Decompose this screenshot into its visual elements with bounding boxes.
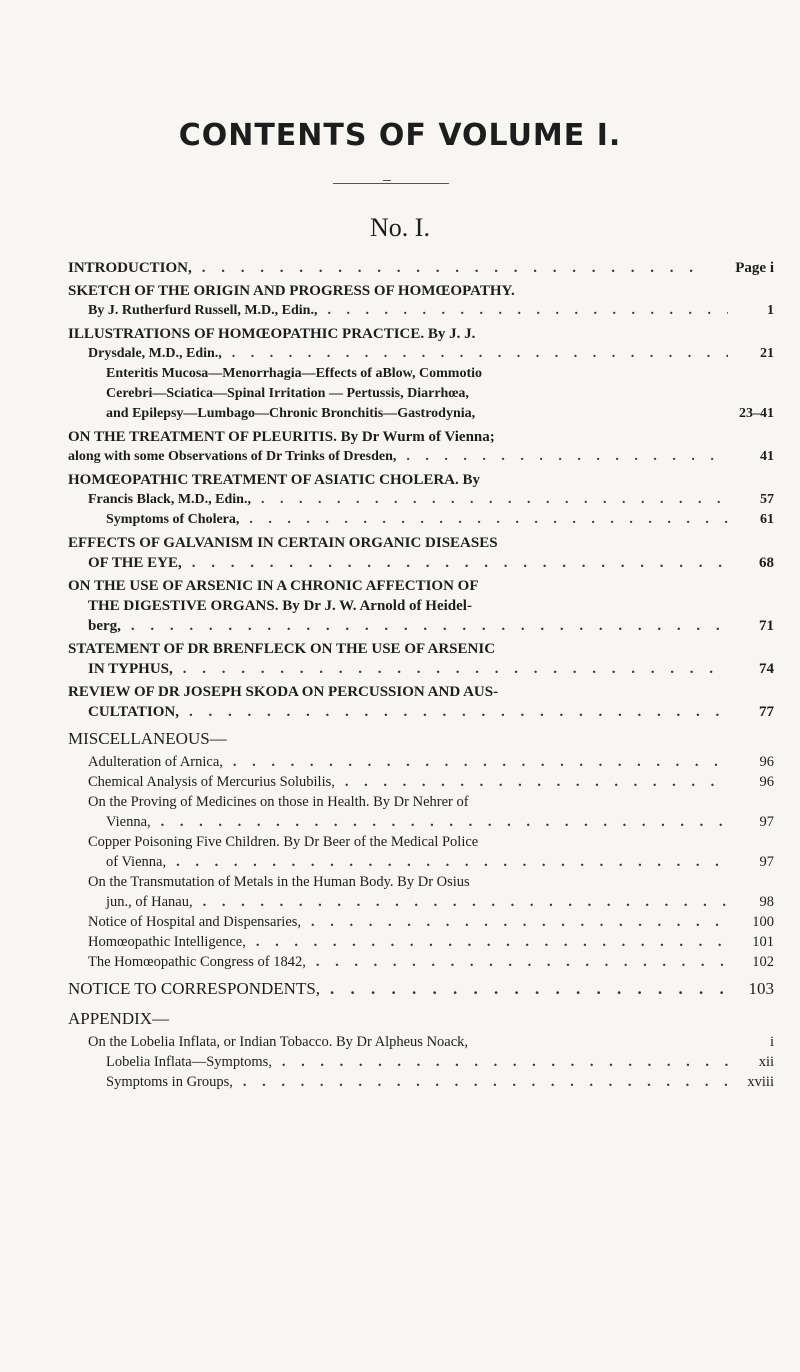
list-item <box>68 1052 774 1072</box>
entry-page: 74 <box>759 661 774 677</box>
entry-page: 97 <box>759 814 774 830</box>
entry-byline: Francis Black, M.D., Edin., <box>88 492 251 507</box>
section-heading: APPENDIX— <box>68 1009 170 1028</box>
entry-page: 61 <box>760 512 774 527</box>
dot-leader <box>306 952 728 972</box>
section-heading-miscellaneous <box>68 726 774 752</box>
miscellaneous-list <box>68 752 774 972</box>
entry-page: 96 <box>759 774 774 790</box>
entry-title: ILLUSTRATIONS OF HOMŒOPATHIC PRACTICE. By J. J. <box>68 326 476 342</box>
dot-leader <box>121 616 728 636</box>
list-item <box>68 772 774 792</box>
toc-entry-pleuritis <box>68 427 774 447</box>
entry-title: Chemical Analysis of Mercurius Solubilis, <box>88 774 335 790</box>
toc-entry-pleuritis-byline <box>68 447 774 467</box>
entry-page: 100 <box>752 914 774 930</box>
entry-page: xii <box>758 1054 774 1070</box>
toc-entry-appendix-lobelia <box>68 1032 774 1052</box>
entry-page: 77 <box>759 704 774 720</box>
list-item <box>68 952 774 972</box>
entry-page: 98 <box>759 894 774 910</box>
entry-page: 97 <box>759 854 774 870</box>
entry-title: SKETCH OF THE ORIGIN AND PROGRESS OF HOMŒOPATHY. <box>68 283 515 299</box>
toc-entry-introduction <box>68 258 774 278</box>
toc-entry-arsenic-cont <box>68 616 774 636</box>
section-heading-appendix <box>68 1006 774 1032</box>
dot-leader <box>179 702 728 722</box>
subentry-text: Symptoms of Cholera, <box>106 512 240 527</box>
toc-entry-cholera-byline <box>68 490 774 510</box>
entry-page: 101 <box>752 934 774 950</box>
dot-leader <box>301 912 728 932</box>
dot-leader <box>222 344 728 364</box>
list-item <box>68 792 774 812</box>
entry-title: CULTATION, <box>88 704 179 720</box>
entry-title: On the Lobelia Inflata, or Indian Tobacco. By Dr Alpheus Noack, <box>88 1034 469 1050</box>
entry-page: Page i <box>735 260 774 276</box>
toc-entry-sketch-byline <box>68 301 774 321</box>
toc-entry-skoda <box>68 682 774 702</box>
entry-title: REVIEW OF DR JOSEPH SKODA ON PERCUSSION AND AUS- <box>68 684 499 700</box>
entry-title: EFFECTS OF GALVANISM IN CERTAIN ORGANIC DISEASES <box>68 535 498 551</box>
entry-title: Vienna, <box>106 814 151 830</box>
entry-title: berg, <box>88 618 121 634</box>
dot-leader <box>233 1072 728 1092</box>
toc-entry-illustrations-byline <box>68 344 774 364</box>
entry-title: OF THE EYE, <box>88 555 182 571</box>
entry-title: HOMŒOPATHIC TREATMENT OF ASIATIC CHOLERA. By <box>68 472 480 488</box>
section-heading: MISCELLANEOUS— <box>68 729 227 748</box>
entry-title: THE DIGESTIVE ORGANS. By Dr J. W. Arnold of Heidel- <box>88 598 472 614</box>
list-item <box>68 812 774 832</box>
toc-subentry <box>68 364 774 384</box>
entry-title: of Vienna, <box>106 854 167 870</box>
entry-title: IN TYPHUS, <box>88 661 173 677</box>
table-of-contents <box>68 258 774 1092</box>
dot-leader <box>251 490 728 510</box>
subentry-text: Enteritis Mucosa—Menorrhagia—Effects of aBlow, Commotio <box>106 366 482 381</box>
entry-page: 103 <box>748 979 774 998</box>
entry-page: 96 <box>759 754 774 770</box>
entry-title: NOTICE TO CORRESPONDENTS, <box>68 979 321 998</box>
dot-leader <box>193 892 728 912</box>
toc-subentry <box>68 384 774 404</box>
list-item <box>68 932 774 952</box>
list-item <box>68 832 774 852</box>
title-divider <box>333 183 449 184</box>
dot-leader <box>192 258 704 278</box>
list-item <box>68 872 774 892</box>
entry-title: Homœopathic Intelligence, <box>88 934 246 950</box>
toc-entry-sketch <box>68 281 774 301</box>
toc-entry-notice <box>68 976 774 1002</box>
list-item <box>68 912 774 932</box>
entry-title: INTRODUCTION, <box>68 260 192 276</box>
entry-page: 71 <box>759 618 774 634</box>
toc-entry-arsenic-cont <box>68 596 774 616</box>
dot-leader <box>173 659 728 679</box>
entry-title: Lobelia Inflata—Symptoms, <box>106 1054 272 1070</box>
entry-page: 57 <box>760 492 774 507</box>
entry-byline: along with some Observations of Dr Trinks of Dresden, <box>68 449 397 464</box>
list-item <box>68 892 774 912</box>
entry-page: 1 <box>767 303 774 318</box>
dot-leader <box>182 553 728 573</box>
entry-byline: By J. Rutherfurd Russell, M.D., Edin., <box>88 303 318 318</box>
dot-leader <box>151 812 728 832</box>
entry-title: The Homœopathic Congress of 1842, <box>88 954 306 970</box>
entry-page: 68 <box>759 555 774 571</box>
entry-page: xviii <box>747 1074 774 1090</box>
toc-entry-galvanism-cont <box>68 553 774 573</box>
page-title: CONTENTS OF VOLUME I. <box>178 118 622 153</box>
entry-title: Notice of Hospital and Dispensaries, <box>88 914 302 930</box>
entry-page: 21 <box>760 346 774 361</box>
entry-page: 102 <box>752 954 774 970</box>
entry-title: ON THE USE OF ARSENIC IN A CHRONIC AFFECTION OF <box>68 578 479 594</box>
entry-title: On the Transmutation of Metals in the Human Body. By Dr Osius <box>88 874 470 890</box>
dot-leader <box>246 932 728 952</box>
toc-subentry <box>68 510 774 530</box>
toc-entry-brenfleck <box>68 639 774 659</box>
number-heading: No. I. <box>370 213 430 242</box>
dot-leader <box>239 510 728 530</box>
list-item <box>68 752 774 772</box>
toc-entry-brenfleck-cont <box>68 659 774 679</box>
toc-entry-galvanism <box>68 533 774 553</box>
entry-title: STATEMENT OF DR BRENFLECK ON THE USE OF ARSENIC <box>68 641 496 657</box>
entry-title: ON THE TREATMENT OF PLEURITIS. By Dr Wurm of Vienna; <box>68 429 495 445</box>
dot-leader <box>320 976 728 1002</box>
appendix-list <box>68 1052 774 1092</box>
dot-leader <box>223 752 728 772</box>
list-item <box>68 852 774 872</box>
dot-leader <box>396 447 728 467</box>
entry-title: Adulteration of Arnica, <box>88 754 223 770</box>
entry-title: jun., of Hanau, <box>106 894 193 910</box>
dot-leader <box>166 852 728 872</box>
entry-title: Copper Poisoning Five Children. By Dr Beer of the Medical Police <box>88 834 479 850</box>
subentry-text: Cerebri—Sciatica—Spinal Irritation — Pertussis, Diarrhœa, <box>106 386 469 401</box>
toc-entry-cholera <box>68 470 774 490</box>
entry-title: Symptoms in Groups, <box>106 1074 233 1090</box>
entry-page: i <box>769 1034 774 1050</box>
entry-page: 23–41 <box>739 406 774 421</box>
entry-page: 41 <box>760 449 774 464</box>
list-item <box>68 1072 774 1092</box>
subentry-text: and Epilepsy—Lumbago—Chronic Bronchitis—Gastrodynia, <box>106 406 476 421</box>
dot-leader <box>335 772 728 792</box>
entry-byline: Drysdale, M.D., Edin., <box>88 346 222 361</box>
dot-leader <box>272 1052 728 1072</box>
toc-entry-skoda-cont <box>68 702 774 722</box>
dot-leader <box>317 301 728 321</box>
entry-title: On the Proving of Medicines on those in Health. By Dr Nehrer of <box>88 794 469 810</box>
toc-entry-arsenic <box>68 576 774 596</box>
toc-entry-illustrations <box>68 324 774 344</box>
toc-subentry <box>68 404 774 424</box>
